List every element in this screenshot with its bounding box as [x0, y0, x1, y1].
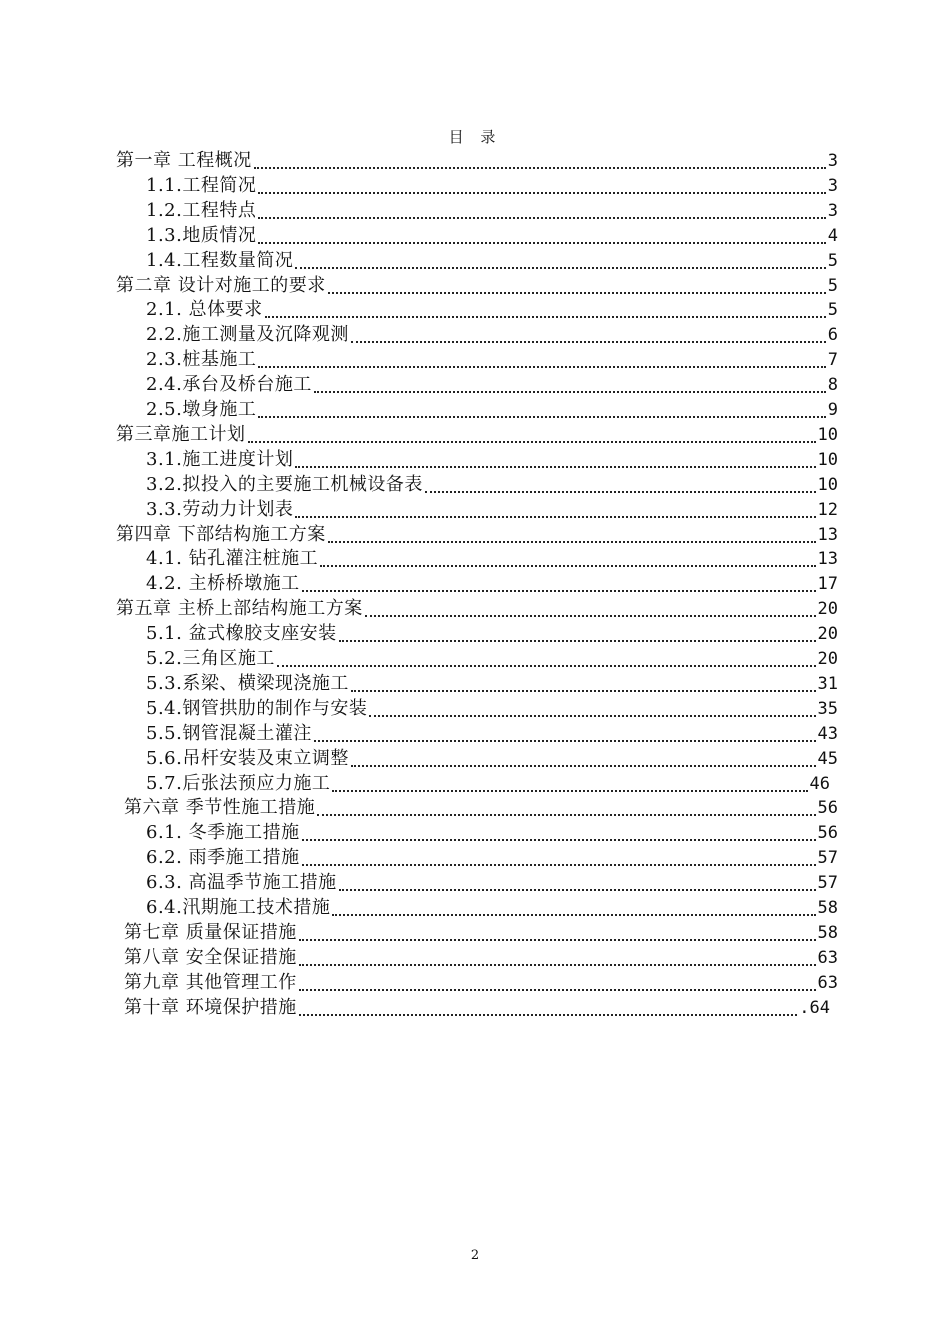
toc-entry[interactable] — [146, 198, 838, 223]
toc-dot-leader — [332, 790, 807, 792]
toc-entry-label: 6.1. 冬季施工措施 — [146, 822, 300, 844]
toc-entry-page: 10 — [817, 449, 838, 470]
toc-entry-page: 17 — [817, 574, 838, 595]
toc-entry-page: 58 — [817, 898, 838, 918]
toc-entry[interactable] — [146, 447, 838, 472]
toc-entry-label: 第四章 下部结构施工方案 — [116, 523, 326, 545]
toc-entry-page: 12 — [817, 499, 838, 520]
toc-entry-label: 1.4.工程数量简况 — [146, 249, 294, 271]
toc-dot-leader — [369, 715, 815, 717]
toc-entry[interactable] — [146, 472, 838, 497]
toc-entry[interactable] — [146, 870, 838, 895]
toc-entry[interactable] — [146, 173, 838, 198]
toc-entry-label: 1.3.地质情况 — [146, 224, 257, 246]
toc-entry-label: 4.1. 钻孔灌注桩施工 — [146, 548, 319, 570]
toc-entry-label: 第七章 质量保证措施 — [124, 921, 297, 943]
toc-entry-label: 3.3.劳动力计划表 — [146, 498, 294, 520]
toc-entry-label: 3.1.施工进度计划 — [146, 448, 294, 470]
toc-dot-leader — [258, 192, 825, 194]
toc-dot-leader — [299, 939, 816, 941]
toc-entry[interactable] — [146, 322, 838, 347]
toc-entry[interactable] — [146, 646, 838, 671]
toc-dot-leader — [317, 814, 815, 816]
toc-entry-label: 6.4.汛期施工技术措施 — [146, 897, 331, 918]
toc-entry[interactable] — [124, 795, 838, 820]
toc-dot-leader — [328, 541, 816, 543]
toc-dot-leader — [299, 964, 816, 966]
toc-entry-page: 43 — [817, 723, 838, 744]
toc-dot-leader — [258, 416, 825, 418]
toc-entry[interactable] — [146, 671, 838, 696]
toc-dot-leader — [299, 989, 816, 991]
toc-entry-label: 5.5.钢管混凝土灌注 — [146, 722, 312, 744]
toc-entry[interactable] — [146, 746, 838, 771]
toc-entry[interactable] — [124, 945, 838, 970]
toc-entry-label: 5.6.吊杆安装及束立调整 — [146, 747, 349, 769]
toc-entry-page: 9 — [827, 400, 838, 420]
toc-entry-page: 10 — [817, 474, 838, 495]
toc-entry-label: 5.7.后张法预应力施工 — [146, 772, 331, 794]
toc-entry-page: .64 — [799, 997, 830, 1018]
toc-entry[interactable] — [146, 696, 838, 721]
toc-entry[interactable] — [116, 422, 838, 447]
toc-entry-page: 3 — [827, 175, 838, 196]
toc-entry-page: 8 — [827, 375, 838, 396]
toc-entry-label: 第十章 环境保护措施 — [124, 996, 297, 1018]
toc-entry[interactable] — [116, 148, 838, 173]
toc-entry[interactable] — [146, 721, 838, 746]
toc-dot-leader — [258, 217, 825, 219]
toc-entry-page: 56 — [817, 798, 838, 819]
toc-entry-page: 20 — [817, 624, 838, 645]
toc-entry-page: 7 — [827, 350, 838, 371]
toc-entry[interactable] — [146, 820, 838, 845]
toc-entry-page: 45 — [817, 748, 838, 769]
toc-entry[interactable] — [146, 497, 838, 522]
toc-entry[interactable] — [124, 970, 838, 995]
toc-dot-leader — [351, 341, 826, 343]
toc-entry-page: 13 — [817, 549, 838, 570]
toc-dot-leader — [265, 316, 826, 318]
toc-entry[interactable] — [146, 347, 838, 372]
toc-entry-label: 1.2.工程特点 — [146, 199, 257, 221]
toc-entry-label: 5.1. 盆式橡胶支座安装 — [146, 623, 337, 645]
toc-dot-leader — [248, 441, 816, 443]
toc-entry-page: 57 — [817, 848, 838, 869]
toc-dot-leader — [302, 590, 816, 592]
toc-entry-label: 第八章 安全保证措施 — [124, 946, 297, 968]
toc-entry-label: 第二章 设计对施工的要求 — [116, 274, 326, 296]
toc-dot-leader — [295, 267, 825, 269]
toc-entry-page: 3 — [827, 200, 838, 221]
toc-entry-label: 5.3.系梁、横梁现浇施工 — [146, 672, 349, 694]
toc-entry[interactable] — [116, 596, 838, 621]
toc-entry-page: 63 — [817, 972, 838, 993]
toc-dot-leader — [258, 242, 825, 244]
toc-entry-label: 6.3. 高温季节施工措施 — [146, 872, 337, 894]
toc-entry-page: 56 — [817, 823, 838, 844]
toc-entry[interactable] — [116, 273, 838, 298]
toc-entry-label: 2.2.施工测量及沉降观测 — [146, 324, 349, 346]
toc-entry[interactable] — [146, 771, 830, 796]
toc-entry-label: 2.3.桩基施工 — [146, 349, 257, 371]
toc-entry[interactable] — [146, 297, 838, 322]
toc-entry[interactable] — [116, 522, 838, 547]
toc-entry-page: 10 — [817, 424, 838, 445]
toc-dot-leader — [299, 1014, 798, 1016]
toc-entry-page: 57 — [817, 873, 838, 894]
toc-dot-leader — [320, 565, 815, 567]
toc-entry[interactable] — [146, 571, 838, 596]
toc-dot-leader — [295, 516, 815, 518]
toc-dot-leader — [351, 690, 816, 692]
toc-dot-leader — [328, 292, 826, 294]
toc-entry[interactable] — [146, 895, 838, 920]
toc-entry[interactable] — [124, 920, 838, 945]
toc-entry-label: 第三章施工计划 — [116, 423, 246, 445]
toc-entry[interactable] — [146, 372, 838, 397]
toc-entry-label: 2.4.承台及桥台施工 — [146, 374, 312, 396]
toc-entry[interactable] — [146, 845, 838, 870]
toc-entry[interactable] — [146, 546, 838, 571]
toc-entry[interactable] — [146, 223, 838, 248]
toc-title: 目 录 — [448, 128, 502, 146]
toc-entry-page: 20 — [817, 649, 838, 669]
toc-dot-leader — [314, 740, 816, 742]
toc-entry-page: 46 — [809, 773, 830, 794]
toc-dot-leader — [365, 615, 816, 617]
page-number: 2 — [470, 1248, 480, 1263]
toc-entry-label: 4.2. 主桥桥墩施工 — [146, 573, 300, 595]
toc-entry-label: 第五章 主桥上部结构施工方案 — [116, 598, 363, 620]
toc-entry-page: 5 — [827, 275, 838, 296]
toc-dot-leader — [277, 665, 816, 667]
toc-entry-page: 13 — [817, 524, 838, 545]
toc-dot-leader — [258, 366, 825, 368]
toc-entry-label: 3.2.拟投入的主要施工机械设备表 — [146, 473, 423, 495]
toc-entry-page: 58 — [817, 922, 838, 943]
toc-dot-leader — [302, 864, 816, 866]
toc-entry-label: 第九章 其他管理工作 — [124, 971, 297, 993]
toc-entry-page: 5 — [827, 250, 838, 271]
toc-entry-label: 第六章 季节性施工措施 — [124, 797, 316, 819]
toc-dot-leader — [332, 914, 815, 916]
toc-entry-label: 第一章 工程概况 — [116, 150, 252, 171]
toc-entry-page: 6 — [827, 325, 838, 346]
toc-entry-label: 1.1.工程简况 — [146, 174, 257, 196]
toc-entry-page: 5 — [827, 300, 838, 321]
toc-dot-leader — [339, 640, 816, 642]
toc-dot-leader — [295, 466, 815, 468]
toc-entry-label: 5.2.三角区施工 — [146, 648, 275, 669]
toc-dot-leader — [254, 167, 826, 169]
toc-entry[interactable] — [124, 995, 830, 1020]
toc-entry-page: 4 — [827, 225, 838, 246]
toc-entry[interactable] — [146, 621, 838, 646]
toc-entry-label: 6.2. 雨季施工措施 — [146, 847, 300, 869]
toc-entry-label: 2.5.墩身施工 — [146, 399, 257, 420]
toc-dot-leader — [302, 839, 816, 841]
toc-entry-label: 2.1. 总体要求 — [146, 299, 263, 321]
toc-entry-page: 31 — [817, 673, 838, 694]
toc-dot-leader — [314, 391, 826, 393]
toc-entry-label: 5.4.钢管拱肋的制作与安装 — [146, 697, 368, 719]
toc-dot-leader — [351, 765, 816, 767]
toc-entry-page: 20 — [817, 599, 838, 620]
toc-dot-leader — [339, 889, 816, 891]
toc-entry-page: 35 — [817, 698, 838, 719]
toc-entry[interactable] — [146, 248, 838, 273]
toc-entry-page: 3 — [827, 151, 838, 171]
toc-dot-leader — [425, 491, 816, 493]
toc-entry-page: 63 — [817, 947, 838, 968]
toc-entry[interactable] — [146, 397, 838, 422]
